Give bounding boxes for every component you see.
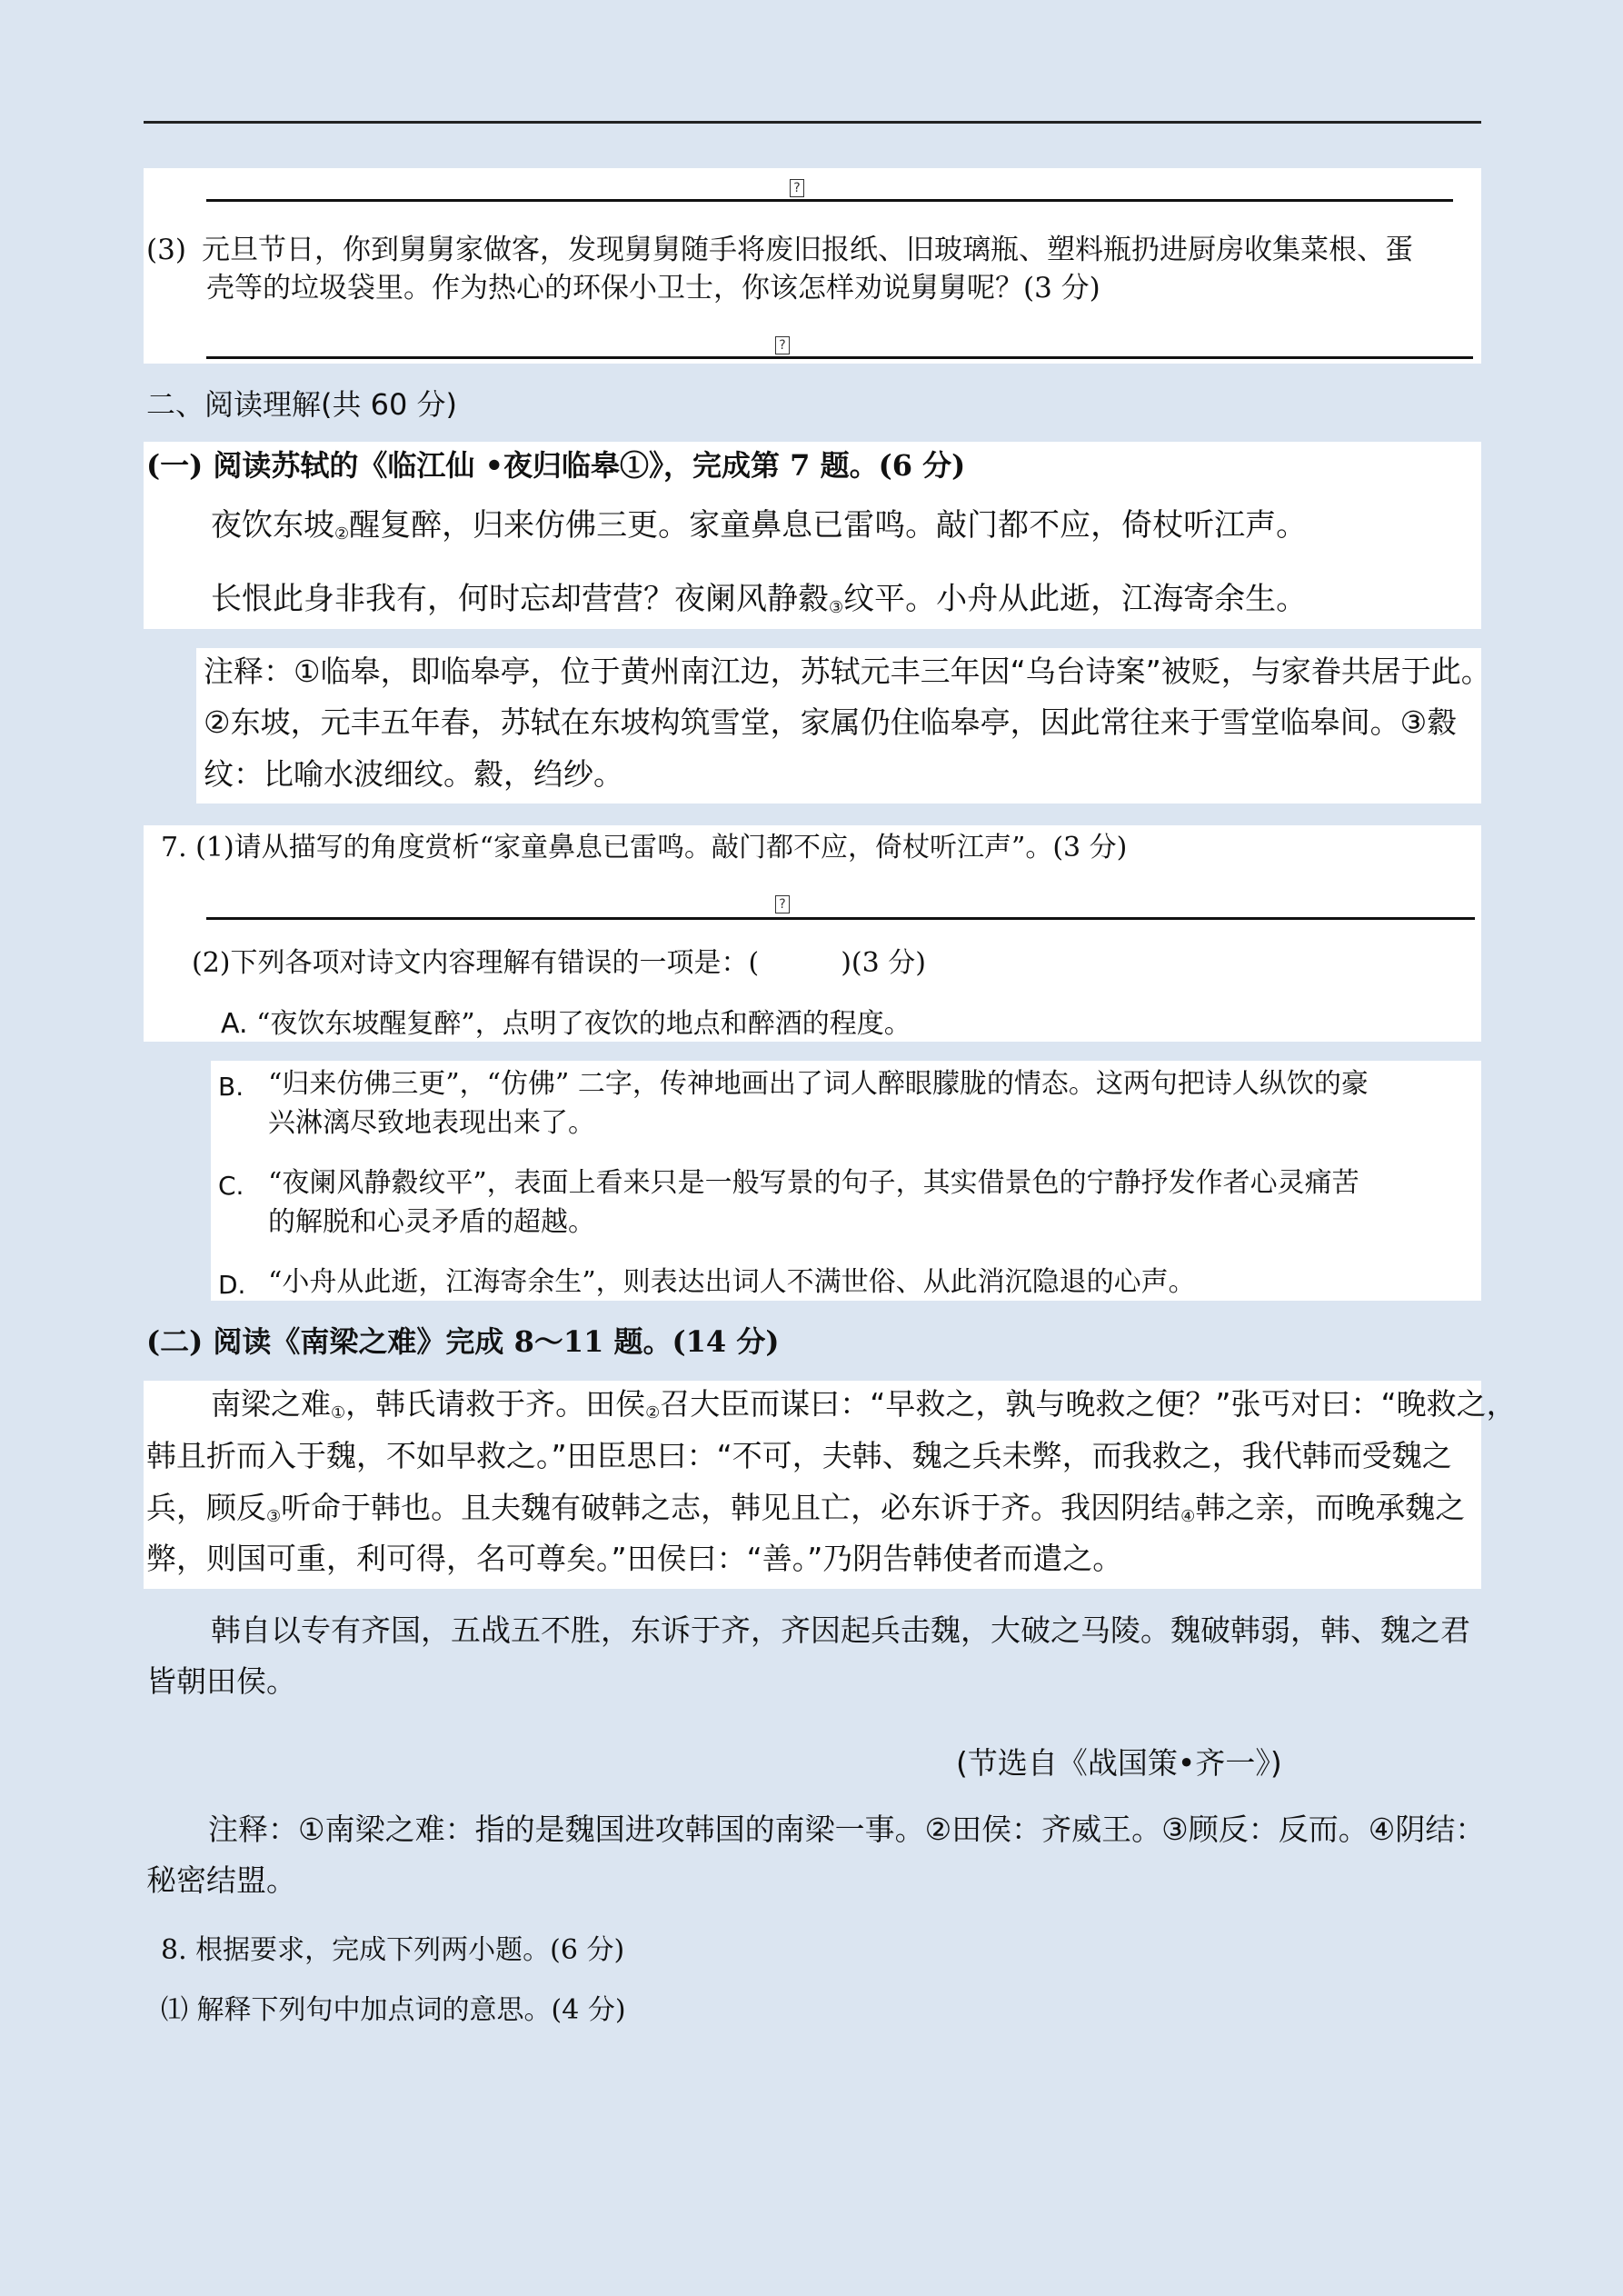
passage-source: (节选自《战国策•齐一》) [956,1745,1282,1781]
section-heading: 二、阅读理解(共 60 分) [146,387,458,422]
note-line-3: 纹：比喻水波细纹。縠，绉纱。 [204,756,623,792]
question-3-number: (3) [146,234,186,266]
missing-glyph-icon: ? [775,336,790,354]
option-c-line-2: 的解脱和心灵矛盾的超越。 [268,1206,595,1238]
option-c-letter: C. [218,1171,244,1201]
part-2-title: (二) 阅读《南梁之难》完成 8～11 题。(14 分) [146,1324,780,1359]
question-3-line-2: 壳等的垃圾袋里。作为热心的环保小卫士，你该怎样劝说舅舅呢？(3 分) [206,272,1100,304]
missing-glyph-icon: ? [775,895,790,913]
option-b-line-2: 兴淋漓尽致地表现出来了。 [268,1107,595,1139]
question-8-title: 8. 根据要求，完成下列两小题。(6 分) [161,1934,625,1966]
passage-2-line-2: 皆朝田侯。 [146,1663,296,1699]
note-line-1: 注释：①临皋，即临皋亭，位于黄州南江边，苏轼元丰三年因“乌台诗案”被贬，与家眷共居于此。 [204,654,1491,689]
option-d-line-1: “小舟从此逝，江海寄余生”，则表达出词人不满世俗、从此消沉隐退的心声。 [268,1266,1196,1298]
part-1-title: (一) 阅读苏轼的《临江仙 •夜归临皋①》，完成第 7 题。(6 分) [146,448,966,483]
option-a-text: “夜饮东坡醒复醉”，点明了夜饮的地点和醉酒的程度。 [256,1008,911,1040]
poem-line-2: 长恨此身非我有，何时忘却营营？夜阑风静縠$_③$纹平。小舟从此逝，江海寄余生。 [211,581,1308,617]
header-rule [144,121,1481,124]
passage-note-line-1: 注释：①南梁之难：指的是魏国进攻韩国的南梁一事。②田侯：齐威王。③顾反：反而。④阴结： [208,1812,1486,1847]
passage-note-line-2: 秘密结盟。 [146,1862,296,1898]
question-7-part-1: 7. (1)请从描写的角度赏析“家童鼻息已雷鸣。敲门都不应，倚杖听江声”。(3 分) [161,832,1128,863]
option-a-letter: A. [221,1008,248,1040]
question-3-line-1: 元旦节日，你到舅舅家做客，发现舅舅随手将废旧报纸、旧玻璃瓶、塑料瓶扔进厨房收集菜根、蛋 [202,234,1413,266]
note-line-2: ②东坡，元丰五年春，苏轼在东坡构筑雪堂，家属仍住临皋亭，因此常往来于雪堂临皋间。③縠 [204,704,1458,740]
passage-line-3: 兵，顾反$_③$听命于韩也。且夫魏有破韩之志，韩见且亡，必东诉于齐。我因阴结$_④$韩之亲，而晚承魏之 [146,1490,1466,1526]
poem-line-1: 夜饮东坡$_②$醒复醉，归来仿佛三更。家童鼻息已雷鸣。敲门都不应，倚杖听江声。 [211,507,1308,544]
option-a [221,1006,911,1043]
question-7-part-2: (2)下列各项对诗文内容理解有错误的一项是：( )(3 分) [192,947,926,979]
passage-line-2: 韩且折而入于魏，不如早救之。”田臣思曰：“不可，夫韩、魏之兵未弊，而我救之，我代韩而受魏之 [146,1438,1452,1473]
option-d-letter: D. [218,1270,246,1300]
option-b-line-1: “归来仿佛三更”，“仿佛” 二字，传神地画出了词人醉眼朦胧的情态。这两句把诗人纵饮的豪 [268,1068,1369,1100]
answer-line[interactable] [206,356,1473,359]
missing-glyph-icon: ? [790,179,804,197]
answer-line[interactable] [206,199,1453,202]
passage-line-1: 南梁之难$_①$，韩氏请救于齐。田侯$_②$召大臣而谋曰：“早救之，孰与晚救之便？”张丐对曰：“晚救之， [211,1386,1517,1423]
passage-2-line-1: 韩自以专有齐国，五战五不胜，东诉于齐，齐因起兵击魏，大破之马陵。魏破韩弱，韩、魏之君 [211,1612,1470,1648]
answer-line[interactable] [206,917,1475,920]
question-8-sub-1: ⑴ 解释下列句中加点词的意思。(4 分) [161,1994,626,2026]
option-c-line-1: “夜阑风静縠纹平”，表面上看来只是一般写景的句子，其实借景色的宁静抒发作者心灵痛苦 [268,1167,1359,1199]
option-b-letter: B. [218,1072,244,1102]
passage-line-4: 弊，则国可重，利可得，名可尊矣。”田侯曰：“善。”乃阴告韩使者而遣之。 [146,1541,1123,1576]
